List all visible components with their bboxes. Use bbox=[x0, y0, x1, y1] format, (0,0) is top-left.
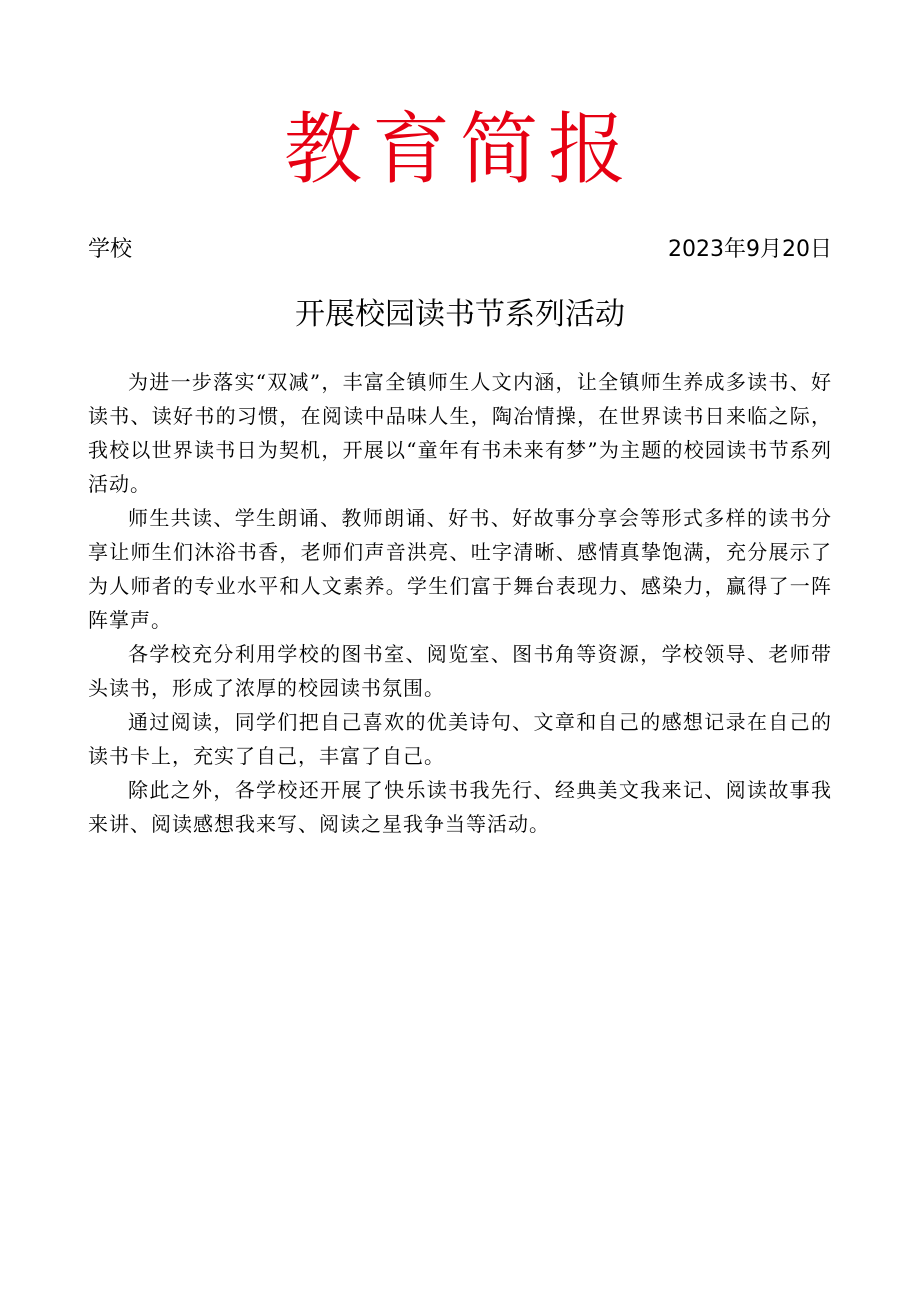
article-paragraph: 师生共读、学生朗诵、教师朗诵、好书、好故事分享会等形式多样的读书分享让师生们沐浴书香，老师们声音洪亮、吐字清晰、感情真挚饱满，充分展示了为人师者的专业水平和人文素养。学生们富于舞台表现力、感染力，赢得了一阵阵掌声。 bbox=[88, 506, 832, 632]
school-label: 学校 bbox=[88, 237, 133, 262]
article-headline: 开展校园读书节系列活动 bbox=[295, 297, 625, 332]
article-paragraph: 各学校充分利用学校的图书室、阅览室、图书角等资源，学校领导、老师带头读书，形成了浓厚的校园读书氛围。 bbox=[88, 642, 832, 700]
issue-date: 2023年9月20日 bbox=[668, 237, 832, 262]
meta-row bbox=[88, 230, 832, 270]
article-paragraph: 为进一步落实“双减”，丰富全镇师生人文内涵，让全镇师生养成多读书、好读书、读好书的习惯，在阅读中品味人生，陶冶情操，在世界读书日来临之际，我校以世界读书日为契机，开展以“童年有书未来有梦”为主题的校园读书节系列活动。 bbox=[88, 370, 832, 496]
article-paragraph: 通过阅读，同学们把自己喜欢的优美诗句、文章和自己的感想记录在自己的读书卡上，充实了自己，丰富了自己。 bbox=[88, 710, 832, 768]
masthead-title: 教育简报 bbox=[283, 105, 636, 195]
article-body bbox=[88, 365, 832, 841]
article-paragraph: 除此之外，各学校还开展了快乐读书我先行、经典美文我来记、阅读故事我来讲、阅读感想我来写、阅读之星我争当等活动。 bbox=[88, 778, 832, 836]
